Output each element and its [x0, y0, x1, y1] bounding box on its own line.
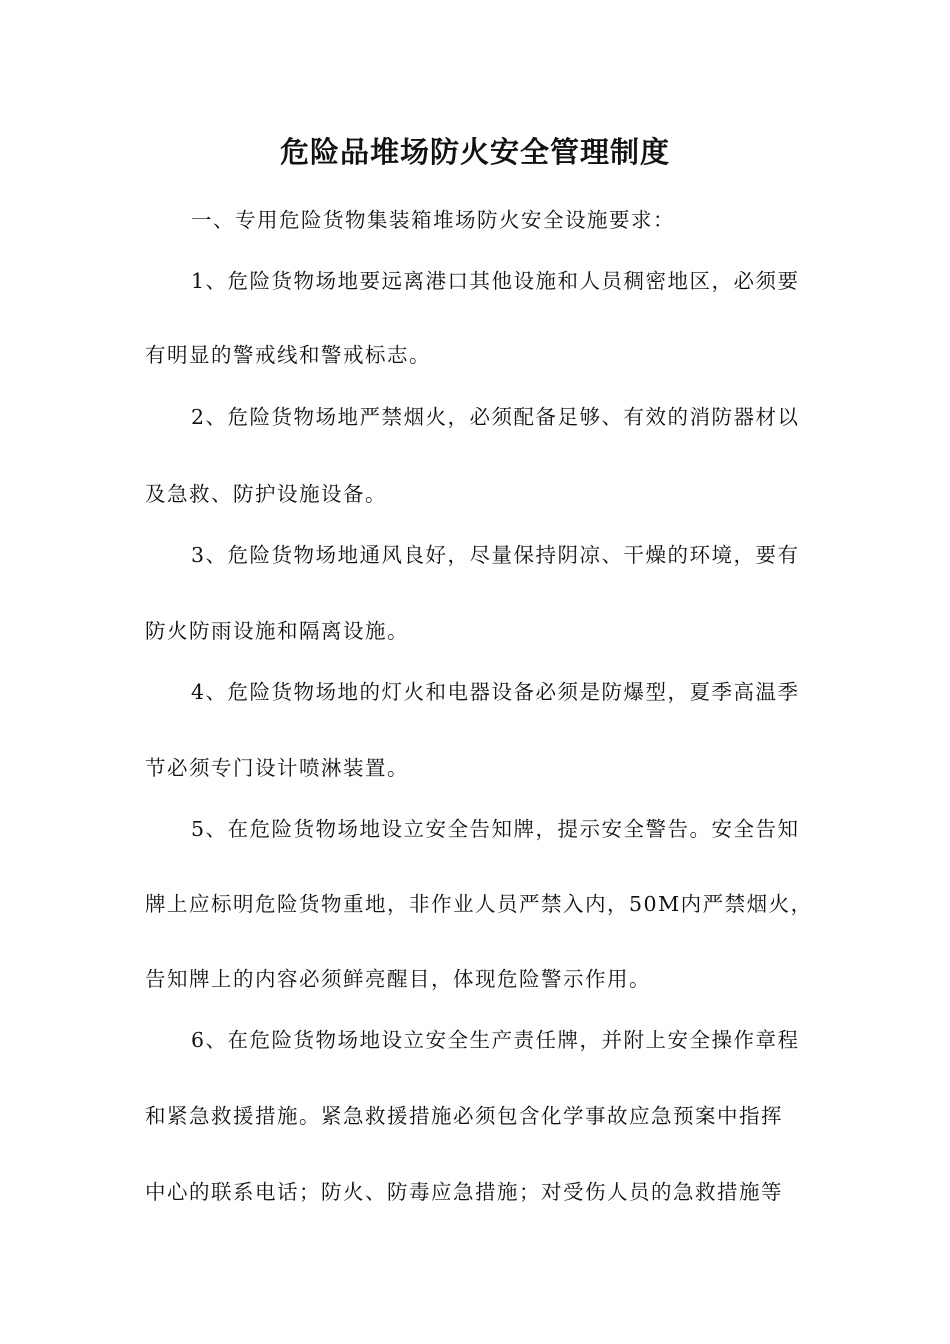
paragraph-line: 3、危险货物场地通风良好，尽量保持阴凉、干燥的环境，要有: [191, 543, 800, 567]
paragraph-line: 中心的联系电话；防火、防毒应急措施；对受伤人员的急救措施等: [145, 1180, 783, 1204]
paragraph-line: 有明显的警戒线和警戒标志。: [145, 343, 431, 367]
paragraph-line: 和紧急救援措施。紧急救援措施必须包含化学事故应急预案中指挥: [145, 1104, 783, 1128]
paragraph-line: 2、危险货物场地严禁烟火，必须配备足够、有效的消防器材以: [191, 405, 800, 429]
paragraph-line: 1、危险货物场地要远离港口其他设施和人员稠密地区，必须要: [191, 269, 800, 293]
paragraph-line: 6、在危险货物场地设立安全生产责任牌，并附上安全操作章程: [191, 1028, 800, 1052]
paragraph-line: 5、在危险货物场地设立安全告知牌，提示安全警告。安全告知: [191, 817, 800, 841]
paragraph-line: 及急救、防护设施设备。: [145, 482, 387, 506]
paragraph-line: 告知牌上的内容必须鲜亮醒目，体现危险警示作用。: [145, 967, 651, 991]
document-title: 危险品堆场防火安全管理制度: [279, 135, 670, 169]
paragraph-line: 牌上应标明危险货物重地，非作业人员严禁入内，50M内严禁烟火，: [145, 892, 813, 916]
paragraph-line: 节必须专门设计喷淋装置。: [145, 756, 409, 780]
section-heading: 一、专用危险货物集装箱堆场防火安全设施要求：: [191, 208, 675, 232]
paragraph-line: 防火防雨设施和隔离设施。: [145, 619, 409, 643]
paragraph-line: 4、危险货物场地的灯火和电器设备必须是防爆型，夏季高温季: [191, 680, 800, 704]
